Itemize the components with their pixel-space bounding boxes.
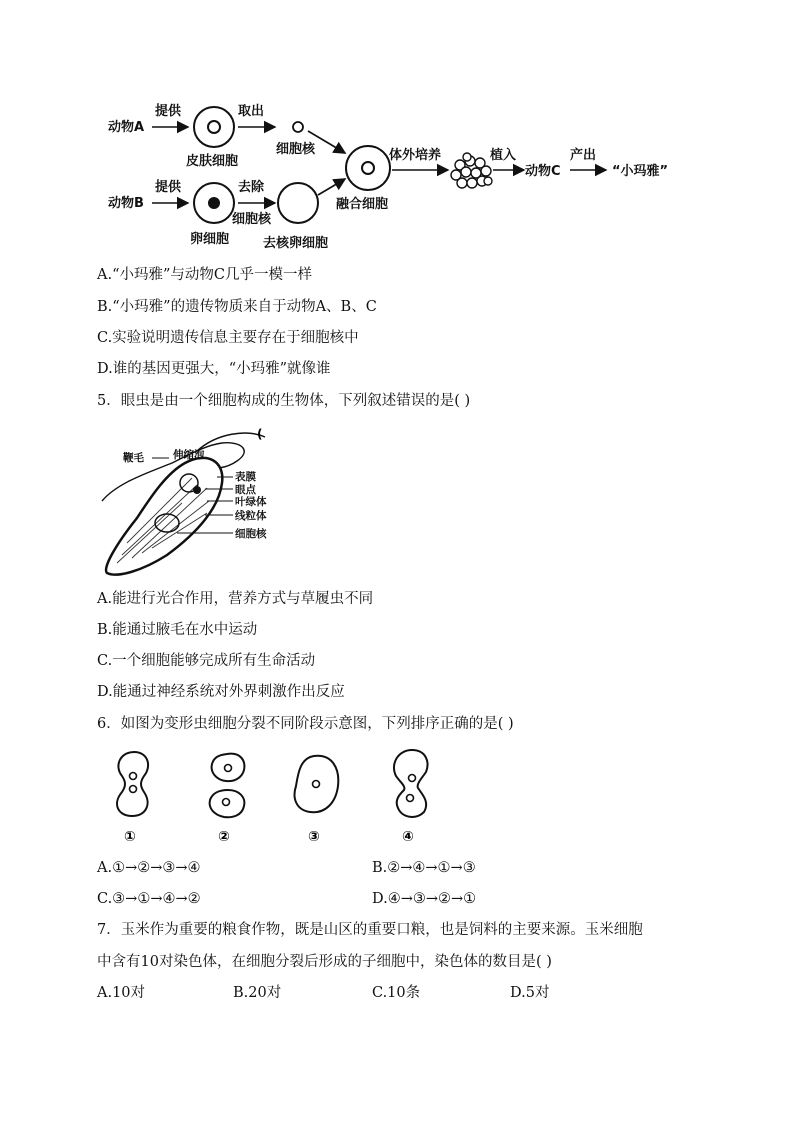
q6-option-d: D.④→③→②→①	[372, 891, 477, 907]
q7-option-c: C.10条	[372, 985, 421, 1001]
q5-option-a: A.能进行光合作用，营养方式与草履虫不同	[97, 591, 374, 607]
q6-option-a: A.①→②→③→④	[97, 860, 201, 876]
q7-option-d: D.5对	[510, 985, 550, 1001]
stage-2-label: ②	[218, 829, 230, 845]
animal-b-label: 动物B	[108, 196, 144, 211]
svg-text:(: (	[257, 427, 263, 441]
q7-option-b: B.20对	[233, 985, 282, 1001]
q5-option-c: C.一个细胞能够完成所有生命活动	[97, 653, 316, 669]
q6-option-c: C.③→①→④→②	[97, 891, 201, 907]
fused-cell-icon	[346, 146, 390, 190]
q7-option-a: A.10对	[97, 985, 146, 1001]
q5-option-d: D.能通过神经系统对外界刺激作出反应	[97, 684, 345, 700]
mitochondria-label: 线粒体	[235, 510, 267, 522]
nucleus-label: 细胞核	[276, 142, 316, 157]
egg-cell-label: 卵细胞	[190, 232, 230, 247]
implant-label: 植入	[490, 148, 517, 163]
animal-c-label: 动物C	[525, 164, 561, 179]
animal-a-label: 动物A	[108, 120, 145, 135]
eyespot-label: 眼点	[235, 484, 256, 496]
q7-stem-line-2: 中含有10对染色体，在细胞分裂后形成的子细胞中，染色体的数目是( )	[97, 954, 552, 970]
q4-option-d: D.谁的基因更强大，“小玛雅”就像谁	[97, 361, 331, 377]
q6-option-b: B.②→④→①→③	[372, 860, 476, 876]
q6-stem: 6．如图为变形虫细胞分裂不同阶段示意图，下列排序正确的是( )	[97, 716, 514, 732]
q5-option-b: B.能通过腋毛在水中运动	[97, 622, 258, 638]
q7-stem-line-1: 7．玉米作为重要的粮食作物，既是山区的重要口粮，也是饲料的主要来源。玉米细胞	[97, 922, 643, 938]
stage-1-label: ①	[124, 829, 136, 845]
q4-option-b: B.“小玛雅”的遗传物质来自于动物A、B、C	[97, 299, 377, 315]
skin-cell-label: 皮肤细胞	[186, 154, 239, 169]
flagellum-label: 鞭毛	[123, 452, 144, 464]
q4-option-a: A.“小玛雅”与动物C几乎一模一样	[97, 267, 312, 283]
euglena-nucleus-label: 细胞核	[235, 528, 267, 540]
nucleus-b-label: 细胞核	[232, 212, 272, 227]
euglena-diagram	[97, 423, 282, 581]
embryo-icon	[451, 153, 492, 188]
provide-b-label: 提供	[155, 180, 182, 195]
xiaomaya-label: “小玛雅”	[612, 164, 669, 179]
stage-4-label: ④	[402, 829, 414, 845]
pellicle-label: 表膜	[235, 471, 256, 483]
produce-label: 产出	[570, 148, 597, 163]
stage-3-label: ③	[308, 829, 320, 845]
skin-cell-icon	[194, 107, 234, 147]
in-vitro-label: 体外培养	[389, 148, 442, 163]
q4-option-c: C.实验说明遗传信息主要存在于细胞核中	[97, 330, 359, 346]
fused-cell-label: 融合细胞	[336, 197, 389, 212]
q5-stem: 5．眼虫是由一个细胞构成的生物体，下列叙述错误的是( )	[97, 393, 471, 409]
enucleated-egg-icon	[278, 183, 318, 223]
nucleus-icon	[293, 122, 303, 132]
amoeba-division-diagram	[100, 744, 460, 850]
enucleated-egg-label: 去核卵细胞	[263, 236, 329, 251]
remove-label: 去除	[238, 180, 265, 195]
cloning-diagram	[100, 95, 680, 255]
contractile-vacuole-label: 伸缩泡	[173, 449, 205, 461]
chloroplast-label: 叶绿体	[235, 496, 267, 508]
take-out-label: 取出	[238, 104, 265, 119]
provide-a-label: 提供	[155, 104, 182, 119]
